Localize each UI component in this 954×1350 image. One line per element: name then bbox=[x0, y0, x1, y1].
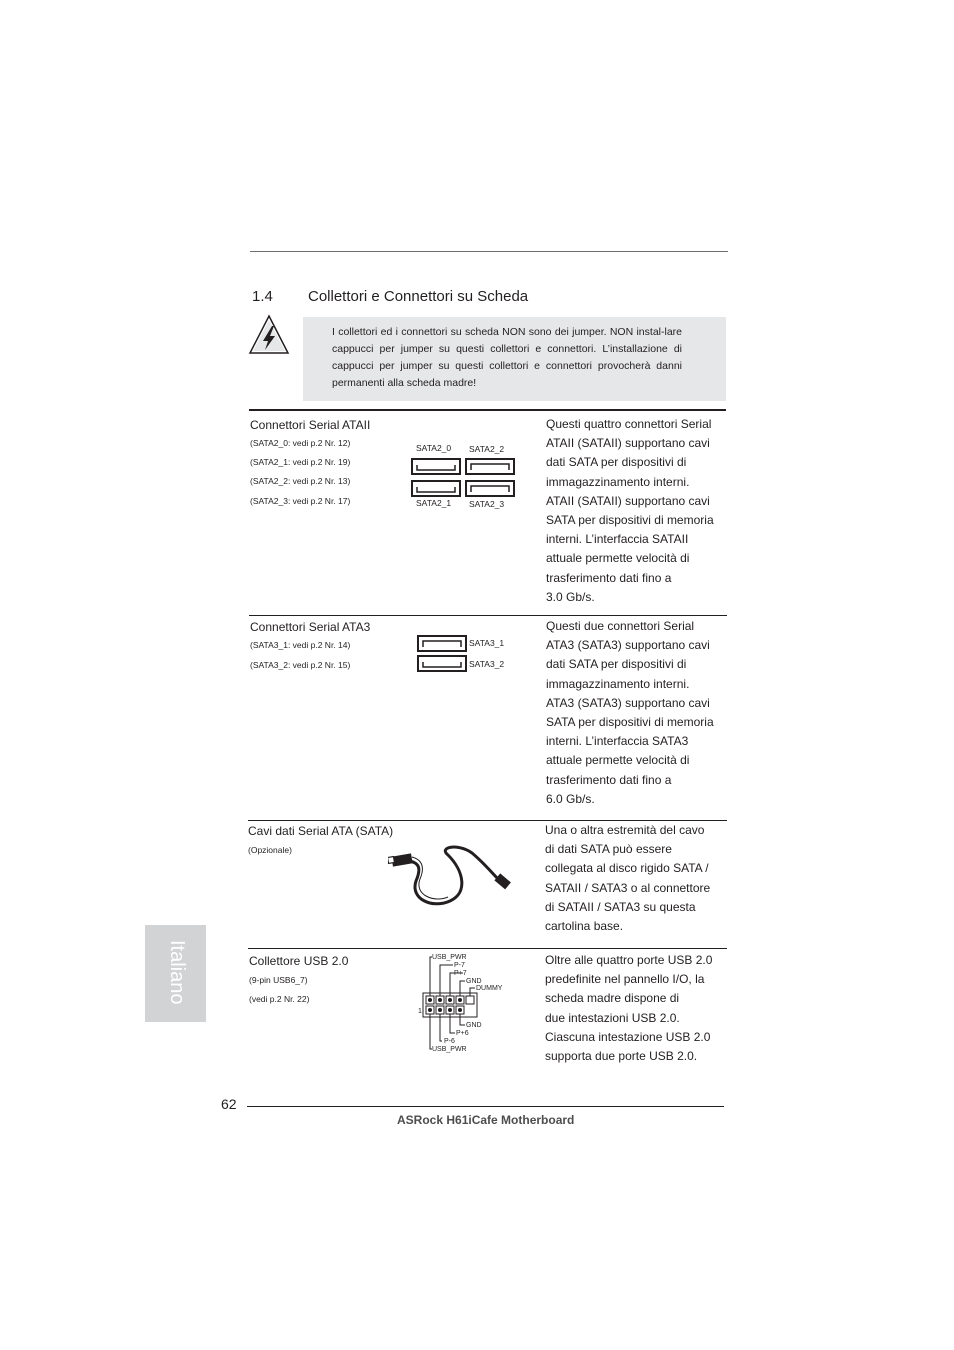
usb-title: Collettore USB 2.0 bbox=[249, 954, 349, 968]
sata-port-label: SATA2_0 bbox=[416, 443, 452, 453]
pin-label: P+7 bbox=[454, 970, 467, 977]
language-tab bbox=[145, 925, 206, 1022]
pin-label: DUMMY bbox=[476, 985, 503, 992]
warning-text: I collettori ed i connettori su scheda NON sono dei jumper. NON instal-lare cappucci per jumper su questi collettori e connettori. L’installazione di cappucci per jumper su questi collettori e connettori provocherà danni permanenti alla scheda madre! bbox=[332, 326, 682, 389]
cable-title: Cavi dati Serial ATA (SATA) bbox=[248, 824, 394, 838]
pin-label: GND bbox=[466, 1022, 482, 1029]
section-title: Collettori e Connettori su Scheda bbox=[308, 288, 529, 305]
language-tab-label: Italiano bbox=[166, 940, 188, 1005]
sata-port-label: SATA2_2 bbox=[469, 444, 505, 454]
sata2-ref: (SATA2_1: vedi p.2 Nr. 19) bbox=[250, 457, 351, 467]
top-rule bbox=[250, 251, 728, 252]
usb-description: Oltre alle quattro porte USB 2.0 predefinite nel pannello I/O, la scheda madre dispone di due intestazioni USB 2.0. Ciascuna intestazione USB 2.0 supporta due porte USB 2.0. bbox=[545, 953, 713, 1064]
sata3-title: Connettori Serial ATA3 bbox=[250, 620, 371, 634]
usb-header-pinout-diagram bbox=[418, 950, 518, 1056]
usb-ref: (vedi p.2 Nr. 22) bbox=[249, 994, 310, 1004]
pin-label: USB_PWR bbox=[432, 1046, 467, 1053]
sata2-ref: (SATA2_2: vedi p.2 Nr. 13) bbox=[250, 476, 351, 486]
sata-cable-icon bbox=[388, 843, 512, 909]
pin-label: GND bbox=[466, 978, 482, 985]
warning-triangle-icon bbox=[248, 314, 290, 356]
cable-ref: (Opzionale) bbox=[248, 845, 292, 855]
sata3-description: Questi due connettori Serial ATA3 (SATA3) supportano cavi dati SATA per dispositivi di immagazzinamento interni. ATA3 (SATA3) supportano cavi SATA per dispositivi di memoria interni. L’interfaccia SATA3 attuale permette velocità di trasferimento dati fino a 6.0 Gb/s. bbox=[546, 619, 714, 806]
sata3-connectors-diagram bbox=[416, 634, 468, 674]
warning-box bbox=[303, 317, 726, 401]
sata2-title: Connettori Serial ATAII bbox=[250, 418, 371, 432]
sata-port-label: SATA3_2 bbox=[469, 659, 505, 669]
sata2-ref: (SATA2_0: vedi p.2 Nr. 12) bbox=[250, 438, 351, 448]
sata3-ref: (SATA3_1: vedi p.2 Nr. 14) bbox=[250, 640, 351, 650]
section-divider bbox=[248, 948, 727, 949]
sata-port-label: SATA3_1 bbox=[469, 638, 505, 648]
usb-ref: (9-pin USB6_7) bbox=[249, 975, 308, 985]
pin-label: P-7 bbox=[454, 962, 465, 969]
cable-description: Una o altra estremità del cavo di dati SATA può essere collegata al disco rigido SATA / SATAII / SATA3 o al connettore di SATAII / SATA3 su questa cartolina base. bbox=[545, 823, 711, 934]
pin-label: P+6 bbox=[456, 1030, 469, 1037]
sata2-connectors-diagram bbox=[410, 457, 516, 499]
sata3-ref: (SATA3_2: vedi p.2 Nr. 15) bbox=[250, 660, 351, 670]
section-divider bbox=[249, 409, 726, 411]
section-divider bbox=[249, 615, 727, 616]
footer-rule bbox=[247, 1106, 724, 1107]
section-number: 1.4 bbox=[252, 288, 273, 305]
pin-label: USB_PWR bbox=[432, 954, 467, 961]
pin-label: P-6 bbox=[444, 1038, 455, 1045]
sata2-ref: (SATA2_3: vedi p.2 Nr. 17) bbox=[250, 496, 351, 506]
sata-port-label: SATA2_1 bbox=[416, 498, 452, 508]
page-number: 62 bbox=[221, 1096, 237, 1112]
sata2-description: Questi quattro connettori Serial ATAII (SATAII) supportano cavi dati SATA per dispositivi di immagazzinamento interni. ATAII (SATAII) supportano cavi SATA per dispositivi di memoria interni. L’interfaccia SATAII attuale permette velocità di trasferimento dati fino a 3.0 Gb/s. bbox=[546, 417, 714, 604]
sata-port-label: SATA2_3 bbox=[469, 499, 505, 509]
footer-text: ASRock H61iCafe Motherboard bbox=[397, 1113, 575, 1127]
pin-label: 1 bbox=[418, 1008, 422, 1015]
